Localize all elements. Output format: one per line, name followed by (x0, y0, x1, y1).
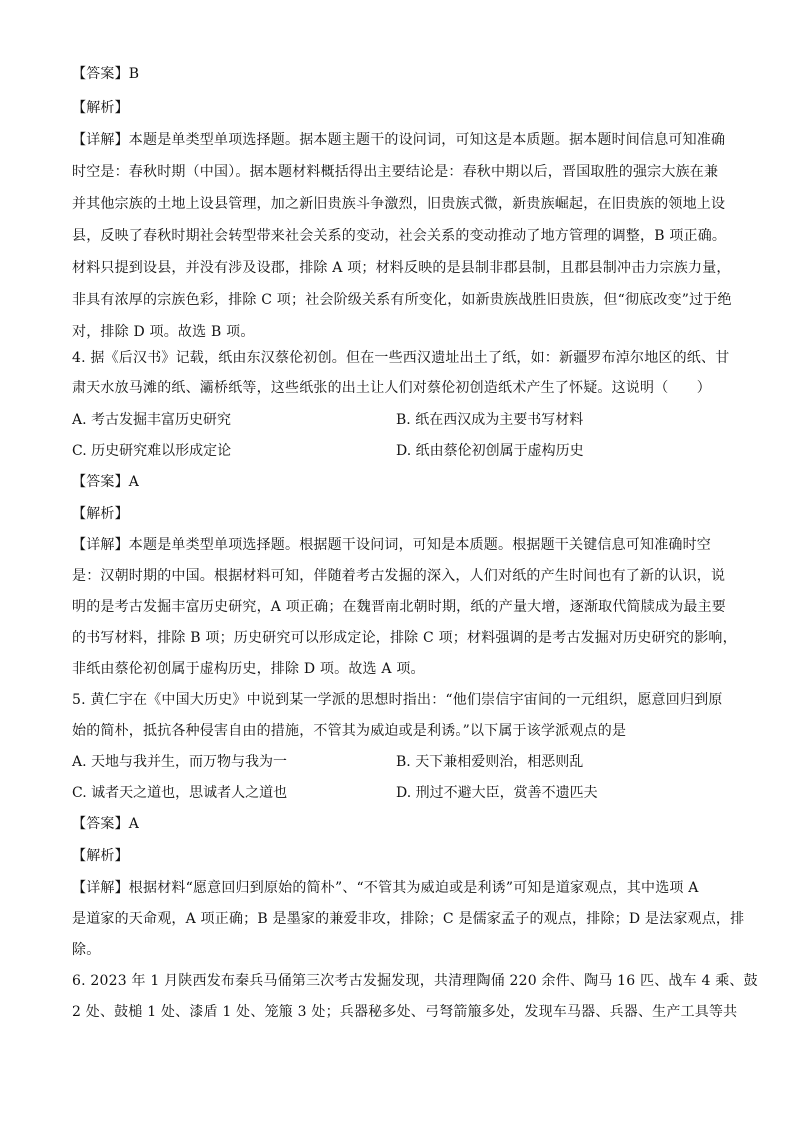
option-b-q5: B. 天下兼相爱则治，相恶则乱 (396, 754, 584, 770)
option-c-q5: C. 诚者天之道也，思诚者人之道也 (72, 785, 288, 801)
detail-line: 时空是：春秋时期（中国）。据本题材料概括得出主要结论是：春秋中期以后，晋国取胜的强宗大族在兼 (72, 164, 719, 180)
answer-label-q4: 【答案】A (72, 474, 140, 490)
option-d-q4: D. 纸由蔡伦初创属于虚构历史 (396, 443, 584, 459)
question-stem-q5: 始的简朴，抵抗各种侵害自由的措施，不管其为威迫或是利诱。”以下属于该学派观点的是 (72, 723, 627, 739)
analysis-label-q5: 【解析】 (72, 848, 129, 864)
detail-line: 对，排除 D 项。故选 B 项。 (72, 324, 255, 340)
question-stem-q5: 5. 黄仁宇在《中国大历史》中说到某一学派的思想时指出：“他们崇信宇宙间的一元组织，愿意回归到原 (72, 692, 723, 708)
option-c-q4: C. 历史研究难以形成定论 (72, 443, 232, 459)
question-stem-q6: 2 处、鼓槌 1 处、漆盾 1 处、笼箙 3 处；兵器秘多处、弓弩箭箙多处，发现车马器、兵器、生产工具等共 (72, 1004, 738, 1020)
detail-line: 并其他宗族的土地上设县管理，加之新旧贵族斗争激烈，旧贵族式微，新贵族崛起，在旧贵族的领地上设 (72, 196, 726, 212)
detail-line: 非具有浓厚的宗族色彩，排除 C 项；社会阶级关系有所变化，如新贵族战胜旧贵族，但“彻底改变”过于绝 (72, 292, 732, 308)
detail-line: 【详解】本题是单类型单项选择题。据本题主题干的设问词，可知这是本质题。据本题时间信息可知准确 (72, 132, 726, 148)
option-d-q5: D. 刑过不避大臣，赏善不遗匹夫 (396, 785, 598, 801)
analysis-label-q3: 【解析】 (72, 100, 129, 116)
detail-line: 的书写材料，排除 B 项；历史研究可以形成定论，排除 C 项；材料强调的是考古发掘对历史研究的影响， (72, 630, 737, 646)
detail-line: 材料只提到设县，并没有涉及设郡，排除 A 项；材料反映的是县制非郡县制，且郡县制冲击力宗族力量， (72, 260, 731, 276)
option-a-q4: A. 考古发掘丰富历史研究 (72, 412, 232, 428)
detail-line: 是道家的天命观，A 项正确；B 是墨家的兼爱非攻，排除；C 是儒家孟子的观点，排除；D 是法家观点，排 (72, 911, 745, 927)
analysis-label-q4: 【解析】 (72, 506, 129, 522)
detail-line: 是：汉朝时期的中国。根据材料可知，伴随着考古发掘的深入，人们对纸的产生时间也有了新的认识，说 (72, 568, 726, 584)
answer-label-q5: 【答案】A (72, 816, 140, 832)
detail-line: 非纸由蔡伦初创属于虚构历史，排除 D 项。故选 A 项。 (72, 661, 425, 677)
detail-line: 县，反映了春秋时期社会转型带来社会关系的变动，社会关系的变动推动了地方管理的调整，B 项正确。 (72, 228, 727, 244)
detail-line: 明的是考古发掘丰富历史研究，A 项正确；在魏晋南北朝时期，纸的产量大增，逐渐取代简牍成为最主要 (72, 599, 726, 615)
detail-line: 除。 (72, 942, 101, 958)
detail-line: 【详解】本题是单类型单项选择题。根据题干设问词，可知是本质题。根据题干关键信息可知准确时空 (72, 537, 711, 553)
question-stem-q6: 6. 2023 年 1 月陕西发布秦兵马俑第三次考古发掘发现，共清理陶俑 220 余件、陶马 16 匹、战车 4 乘、鼓 (72, 973, 758, 989)
question-stem-q4: 肃天水放马滩的纸、灞桥纸等，这些纸张的出土让人们对蔡伦初创造纸术产生了怀疑。这说明（ ） (72, 380, 711, 396)
option-a-q5: A. 天地与我并生，而万物与我为一 (72, 754, 288, 770)
question-stem-q4: 4. 据《后汉书》记载，纸由东汉蔡伦初创。但在一些西汉遗址出土了纸，如：新疆罗布淖尔地区的纸、甘 (72, 350, 730, 366)
detail-line: 【详解】根据材料“愿意回归到原始的简朴”、“不管其为威迫或是利诱”可知是道家观点，其中选项 A (72, 880, 699, 896)
option-b-q4: B. 纸在西汉成为主要书写材料 (396, 412, 584, 428)
answer-label-q3: 【答案】B (72, 66, 140, 82)
